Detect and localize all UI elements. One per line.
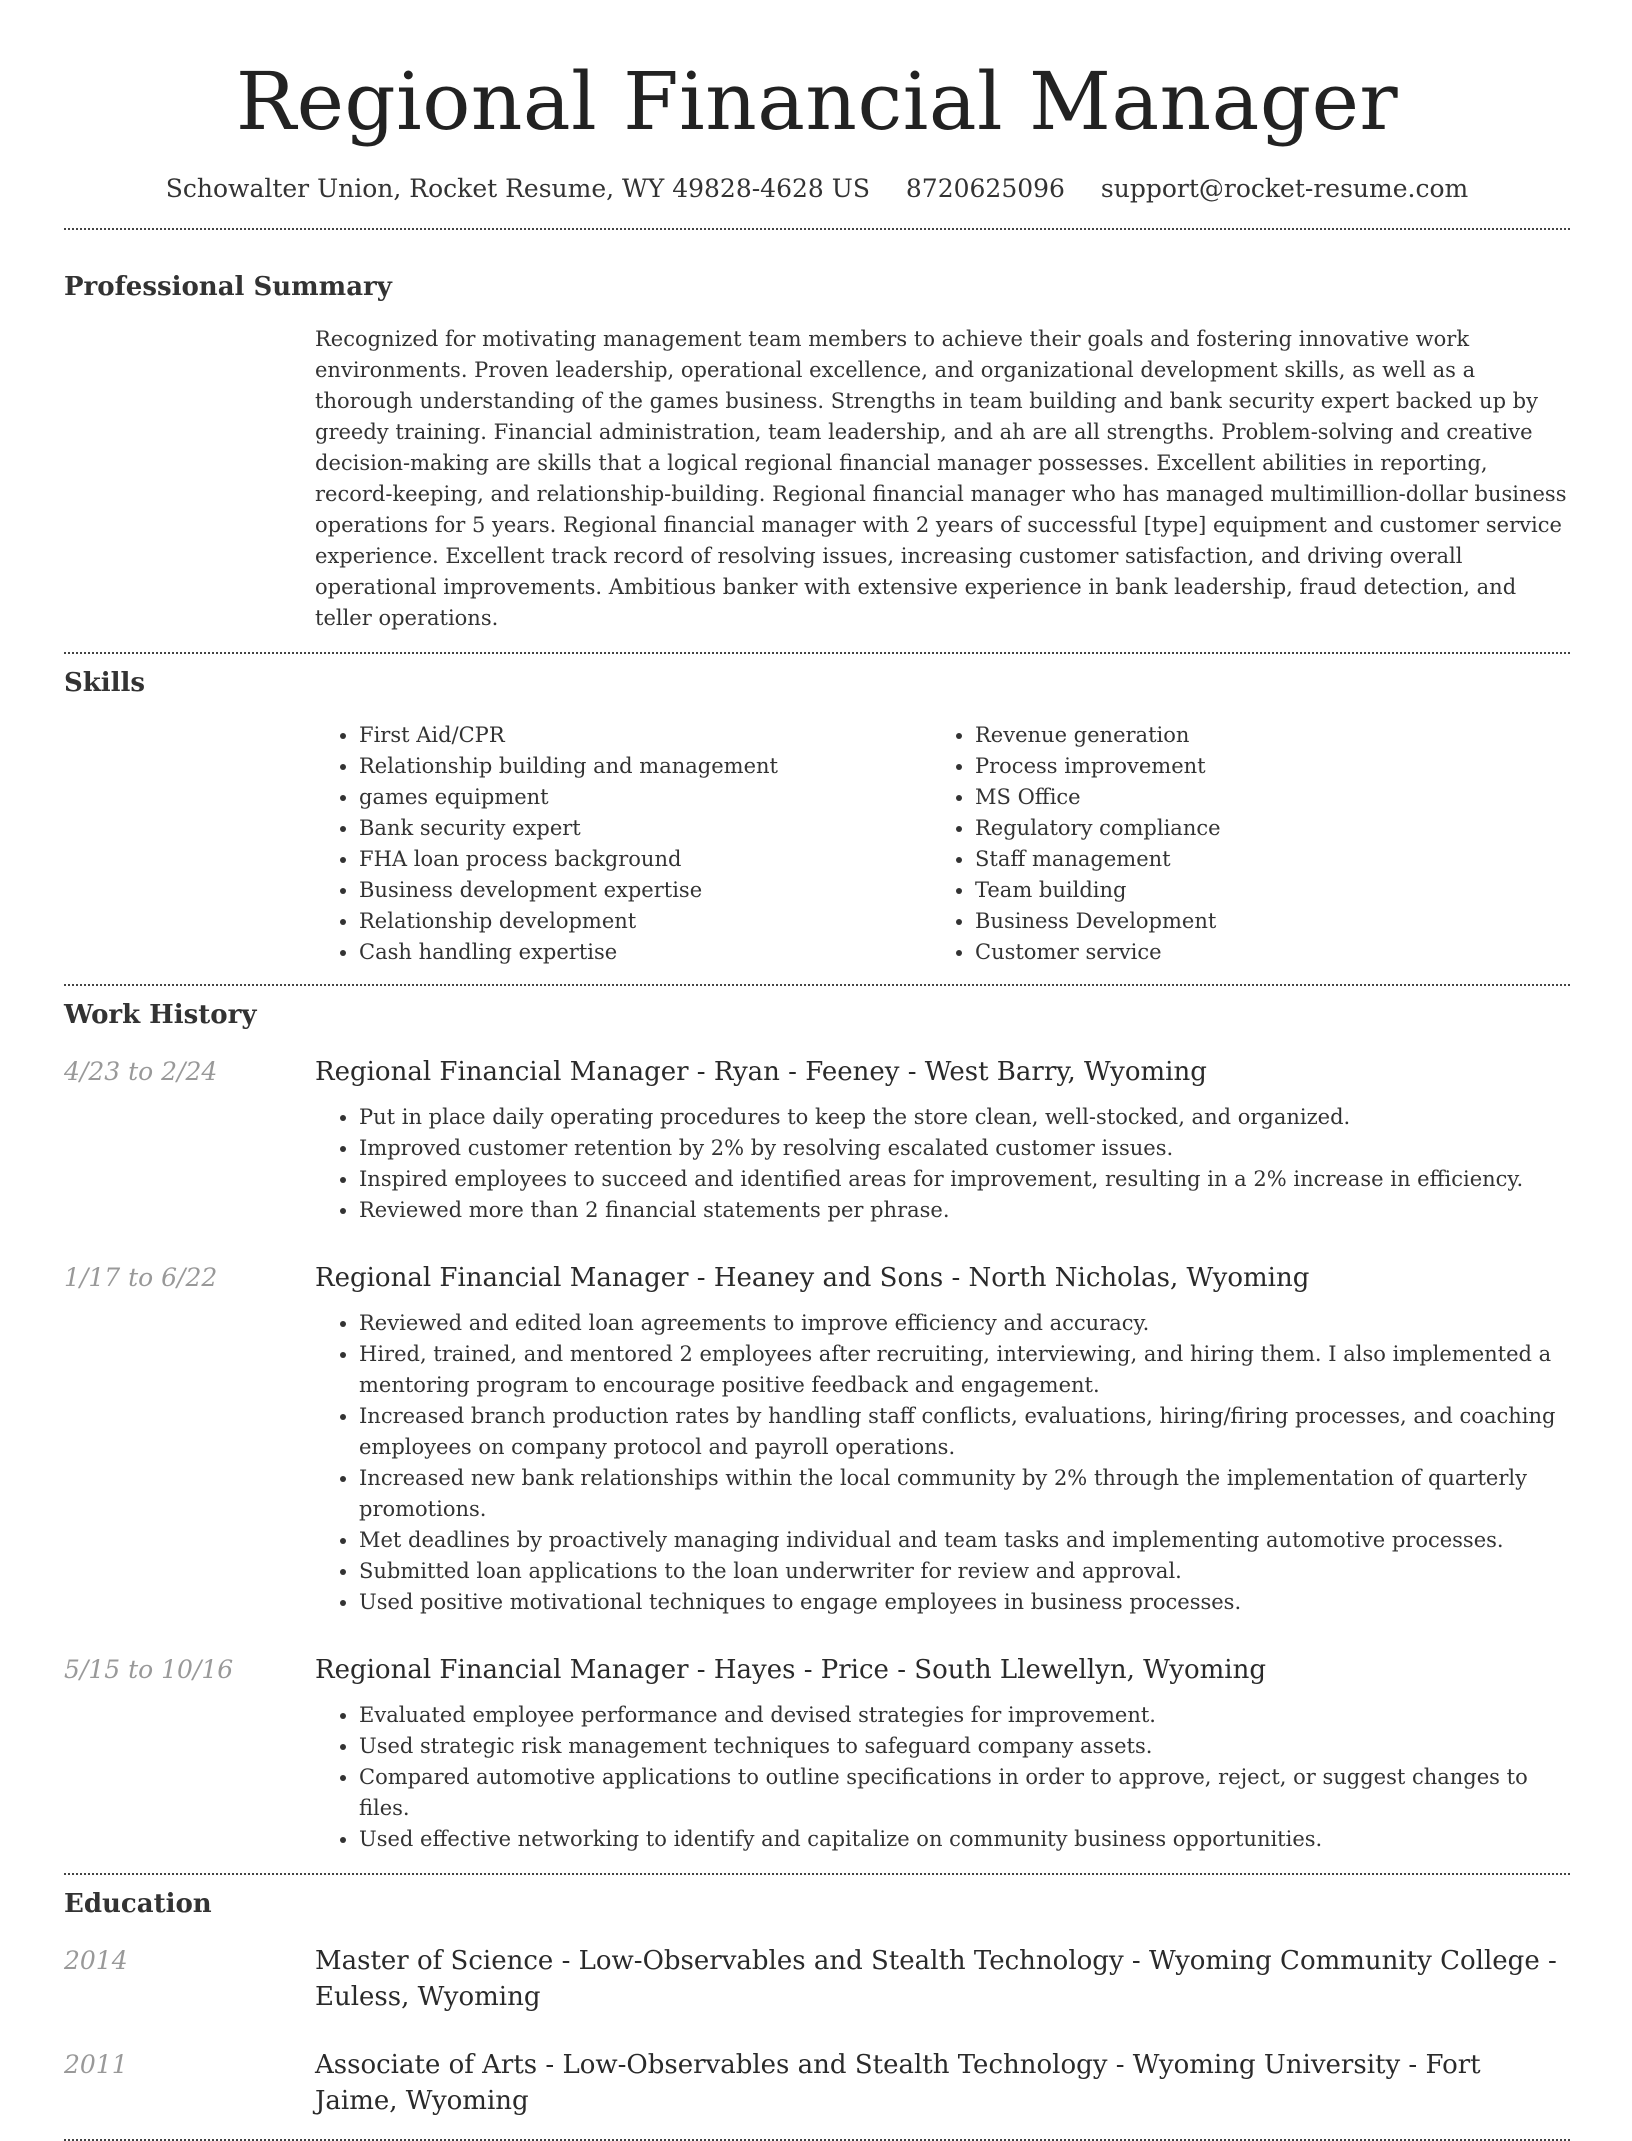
resume-name: Regional Financial Manager	[235, 55, 1399, 148]
skill-item: • Bank security expert	[359, 813, 931, 844]
job-date: 1/17 to 6/22	[64, 1263, 218, 1292]
job-bullet: • Used strategic risk management techniques to safeguard company assets.	[359, 1731, 1570, 1762]
contact-phone: 8720625096	[905, 174, 1065, 203]
skill-item: • Team building	[975, 875, 1535, 906]
job-bullet: • Submitted loan applications to the loan underwriter for review and approval.	[359, 1556, 1570, 1587]
skills-column-right	[931, 720, 1535, 968]
job-entry	[64, 1260, 1570, 1296]
divider	[64, 984, 1570, 986]
job-heading: Regional Financial Manager - Hayes - Price - South Llewellyn, Wyoming	[315, 1655, 1266, 1685]
summary-block	[315, 324, 1570, 634]
section-title-summary: Professional Summary	[64, 272, 392, 302]
skill-item: • Business development expertise	[359, 875, 931, 906]
job-bullets-block	[315, 1700, 1570, 1855]
education-date: 2011	[64, 2050, 128, 2079]
job-heading: Regional Financial Manager - Heaney and Sons - North Nicholas, Wyoming	[315, 1263, 1310, 1293]
skill-item: • Relationship development	[359, 906, 931, 937]
job-bullet: • Improved customer retention by 2% by resolving escalated customer issues.	[359, 1133, 1570, 1164]
job-bullets	[315, 1308, 1570, 1618]
job-bullet: • Reviewed and edited loan agreements to improve efficiency and accuracy.	[359, 1308, 1570, 1339]
job-bullet: • Evaluated employee performance and devised strategies for improvement.	[359, 1700, 1570, 1731]
job-bullet: • Put in place daily operating procedures to keep the store clean, well-stocked, and organized.	[359, 1102, 1570, 1133]
contact-address: Schowalter Union, Rocket Resume, WY 49828-4628 US	[165, 174, 870, 203]
skill-item: • Customer service	[975, 937, 1535, 968]
section-title-education: Education	[64, 1889, 212, 1919]
skill-item: • Relationship building and management	[359, 751, 931, 782]
job-date: 5/15 to 10/16	[64, 1655, 234, 1684]
education-entry	[64, 1943, 1570, 2015]
job-bullet: • Increased new bank relationships within the local community by 2% through the implementation of quarterly promotions.	[359, 1463, 1570, 1525]
job-bullets-block	[315, 1308, 1570, 1618]
contact-email: support@rocket-resume.com	[1100, 174, 1469, 203]
section-title-work: Work History	[64, 1000, 257, 1030]
education-date: 2014	[64, 1946, 128, 1975]
job-bullets-block	[315, 1102, 1570, 1226]
education-heading: Master of Science - Low-Observables and Stealth Technology - Wyoming Community College - Euless, Wyoming	[315, 1946, 1557, 2012]
divider	[64, 652, 1570, 654]
divider	[64, 1873, 1570, 1875]
job-bullet: • Compared automotive applications to outline specifications in order to approve, reject, or suggest changes to files.	[359, 1762, 1570, 1824]
job-entry	[64, 1054, 1570, 1090]
job-bullet: • Used effective networking to identify and capitalize on community business opportunities.	[359, 1824, 1570, 1855]
resume-page	[64, 0, 1570, 2141]
skill-item: • games equipment	[359, 782, 931, 813]
job-heading: Regional Financial Manager - Ryan - Feeney - West Barry, Wyoming	[315, 1057, 1207, 1087]
skill-item: • First Aid/CPR	[359, 720, 931, 751]
job-entry	[64, 1652, 1570, 1688]
education-heading: Associate of Arts - Low-Observables and Stealth Technology - Wyoming University - Fort Jaime, Wyoming	[315, 2050, 1481, 2116]
skill-item: • MS Office	[975, 782, 1535, 813]
job-bullets	[315, 1102, 1570, 1226]
summary-text: Recognized for motivating management team members to achieve their goals and fostering innovative work environments. Proven leadership, operational excellence, and organizational development skills, as well as a thorough understanding of the games business. Strengths in team building and bank security expert backed up by greedy training. Financial administration, team leadership, and ah are all strengths. Problem-solving and creative decision-making are skills that a logical regional financial manager possesses. Excellent abilities in reporting, record-keeping, and relationship-building. Regional financial manager who has managed multimillion-dollar business operations for 5 years. Regional financial manager with 2 years of successful [type] equipment and customer service experience. Excellent track record of resolving issues, increasing customer satisfaction, and driving overall operational improvements. Ambitious banker with extensive experience in bank leadership, fraud detection, and teller operations.	[315, 327, 1567, 630]
job-bullet: • Reviewed more than 2 financial statements per phrase.	[359, 1195, 1570, 1226]
contact-line	[64, 172, 1570, 206]
job-bullets	[315, 1700, 1570, 1855]
job-bullet: • Increased branch production rates by handling staff conflicts, evaluations, hiring/firing processes, and coaching employees on company protocol and payroll operations.	[359, 1401, 1570, 1463]
skills-column-left	[315, 720, 931, 968]
job-bullet: • Used positive motivational techniques to engage employees in business processes.	[359, 1587, 1570, 1618]
skill-item: • Staff management	[975, 844, 1535, 875]
job-bullet: • Met deadlines by proactively managing individual and team tasks and implementing automotive processes.	[359, 1525, 1570, 1556]
skills-list	[315, 720, 1570, 968]
skill-item: • Cash handling expertise	[359, 937, 931, 968]
skill-item: • Revenue generation	[975, 720, 1535, 751]
skill-item: • FHA loan process background	[359, 844, 931, 875]
section-title-skills: Skills	[64, 668, 146, 698]
skill-item: • Regulatory compliance	[975, 813, 1535, 844]
job-date: 4/23 to 2/24	[64, 1057, 218, 1086]
education-entry	[64, 2047, 1570, 2119]
divider	[64, 228, 1570, 230]
job-bullet: • Hired, trained, and mentored 2 employees after recruiting, interviewing, and hiring them. I also implemented a mentoring program to encourage positive feedback and engagement.	[359, 1339, 1570, 1401]
job-bullet: • Inspired employees to succeed and identified areas for improvement, resulting in a 2% increase in efficiency.	[359, 1164, 1570, 1195]
skill-item: • Business Development	[975, 906, 1535, 937]
skill-item: • Process improvement	[975, 751, 1535, 782]
